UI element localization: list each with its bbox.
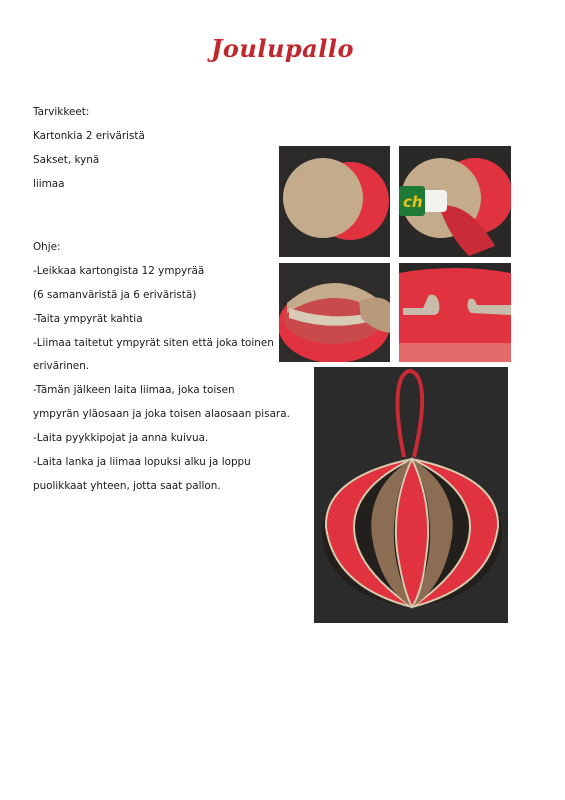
- photo-step-glue: [399, 146, 511, 257]
- instruction-line: -Liimaa taitetut ympyrät siten että joka toinen: [33, 337, 274, 349]
- page-title: Joulupallo: [211, 34, 354, 63]
- supply-item: Sakset, kynä: [33, 154, 100, 166]
- supply-item: liimaa: [33, 178, 65, 190]
- supply-item: Kartonkia 2 eriväristä: [33, 130, 145, 142]
- supplies-heading: Tarvikkeet:: [33, 106, 90, 118]
- instruction-line: -Laita lanka ja liimaa lopuksi alku ja loppu: [33, 456, 251, 468]
- instruction-line: -Laita pyykkipojat ja anna kuivua.: [33, 432, 209, 444]
- instruction-line: ympyrän yläosaan ja joka toisen alaosaan pisara.: [33, 408, 290, 420]
- instructions-heading: Ohje:: [33, 241, 61, 253]
- instruction-line: -Tämän jälkeen laita liimaa, joka toisen: [33, 384, 235, 396]
- instruction-line: (6 samanväristä ja 6 eriväristä): [33, 289, 197, 301]
- instruction-line: -Leikkaa kartongista 12 ympyrää: [33, 265, 205, 277]
- photo-step-circles: [279, 146, 390, 257]
- photo-step-clothespins: [399, 263, 511, 362]
- instruction-line: -Taita ympyrät kahtia: [33, 313, 143, 325]
- instruction-line: erivärinen.: [33, 360, 90, 372]
- instruction-line: puolikkaat yhteen, jotta saat pallon.: [33, 480, 221, 492]
- photo-step-fold: [279, 263, 390, 362]
- glue-stick-label: ch: [403, 193, 423, 211]
- photo-finished-ornament: [314, 367, 508, 623]
